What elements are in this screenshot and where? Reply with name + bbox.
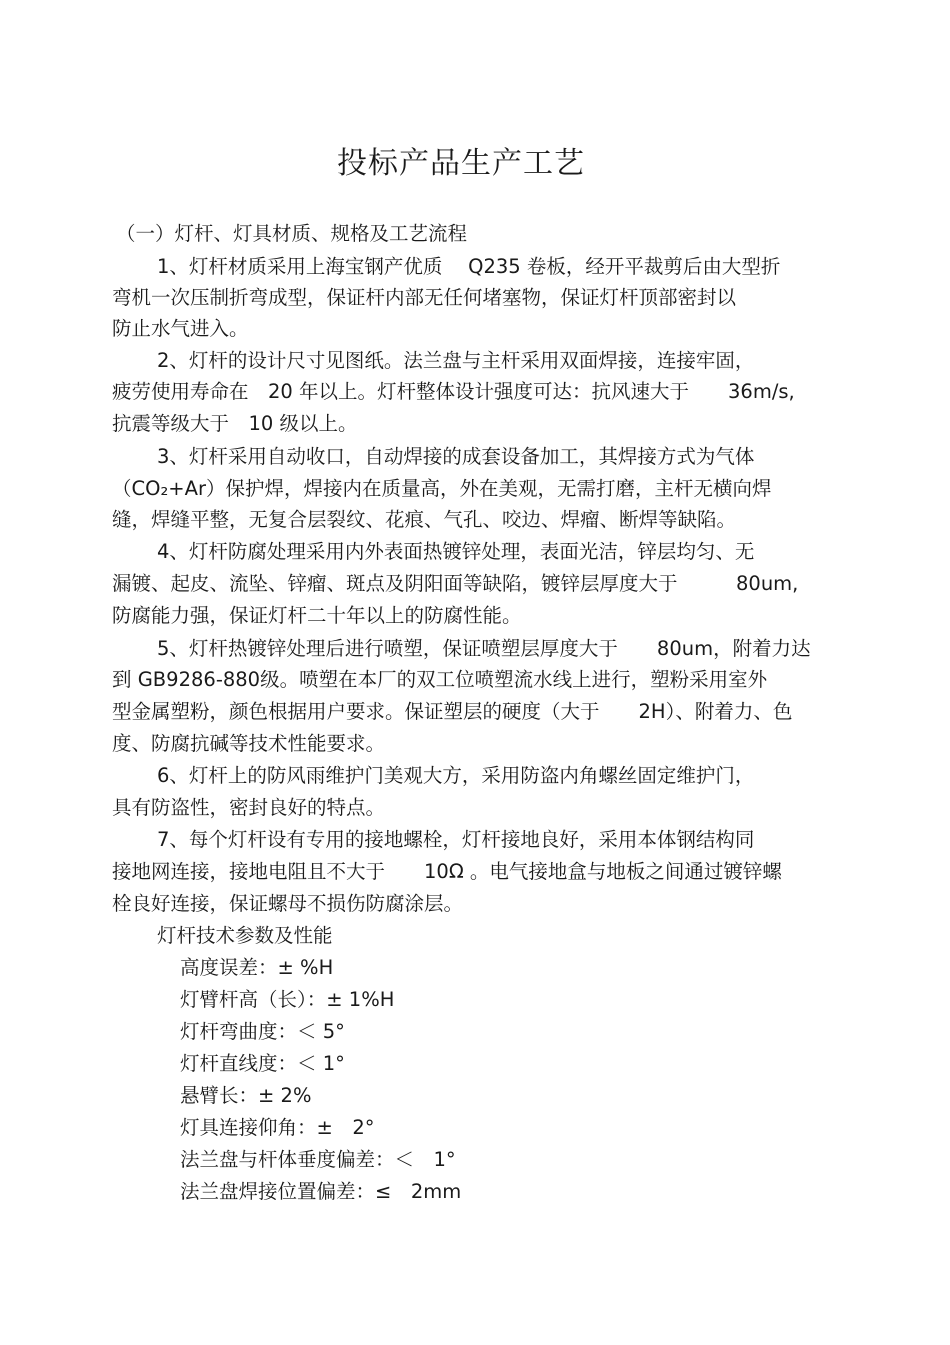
paragraph-line: 7、每个灯杆设有专用的接地螺栓，灯杆接地良好，采用本体钢结构同	[157, 828, 755, 851]
paragraph-line: 型金属塑粉，颜色根据用户要求。保证塑层的硬度（大于 2H）、附着力、色	[112, 700, 793, 723]
paragraph-line: 3、灯杆采用自动收口，自动焊接的成套设备加工，其焊接方式为气体	[157, 445, 755, 468]
paragraph-line: 防止水气进入。	[112, 317, 249, 340]
paragraph-line: 缝，焊缝平整，无复合层裂纹、花痕、气孔、咬边、焊瘤、断焊等缺陷。	[112, 508, 737, 531]
spec-item: 悬臂长：± 2%	[180, 1084, 312, 1107]
spec-item: 法兰盘与杆体垂度偏差：＜ 1°	[180, 1148, 456, 1171]
paragraph-line: 防腐能力强，保证灯杆二十年以上的防腐性能。	[112, 604, 522, 627]
paragraph-line: 疲劳使用寿命在 20 年以上。灯杆整体设计强度可达：抗风速大于 36m/s,	[112, 380, 795, 403]
document-title: 投标产品生产工艺	[337, 146, 585, 181]
subsection-heading: 灯杆技术参数及性能	[157, 924, 333, 947]
spec-item: 高度误差：± %H	[180, 956, 334, 979]
paragraph-line: 抗震等级大于 10 级以上。	[112, 412, 358, 435]
paragraph-line: （CO₂+Ar）保护焊，焊接内在质量高，外在美观，无需打磨，主杆无横向焊	[112, 477, 772, 500]
paragraph-line: 漏镀、起皮、流坠、锌瘤、斑点及阴阳面等缺陷，镀锌层厚度大于 80um,	[112, 572, 799, 595]
paragraph-line: 度、防腐抗碱等技术性能要求。	[112, 732, 386, 755]
spec-item: 灯杆直线度：＜ 1°	[180, 1052, 345, 1075]
spec-item: 灯具连接仰角：± 2°	[180, 1116, 375, 1139]
paragraph-line: 5、灯杆热镀锌处理后进行喷塑，保证喷塑层厚度大于 80um，附着力达	[157, 637, 811, 660]
section-heading: （一）灯杆、灯具材质、规格及工艺流程	[116, 222, 468, 245]
paragraph-line: 栓良好连接，保证螺母不损伤防腐涂层。	[112, 892, 464, 915]
spec-item: 法兰盘焊接位置偏差：≤ 2mm	[180, 1180, 462, 1203]
spec-item: 灯臂杆高（长）：± 1%H	[180, 988, 395, 1011]
paragraph-line: 6、灯杆上的防风雨维护门美观大方，采用防盗内角螺丝固定维护门，	[157, 764, 755, 787]
paragraph-line: 4、灯杆防腐处理采用内外表面热镀锌处理，表面光洁，锌层均匀、无	[157, 540, 755, 563]
paragraph-line: 2、灯杆的设计尺寸见图纸。法兰盘与主杆采用双面焊接，连接牢固，	[157, 349, 755, 372]
paragraph-line: 接地网连接，接地电阻且不大于 10Ω 。电气接地盒与地板之间通过镀锌螺	[112, 860, 782, 883]
paragraph-line: 弯机一次压制折弯成型，保证杆内部无任何堵塞物，保证灯杆顶部密封以	[112, 286, 737, 309]
spec-item: 灯杆弯曲度：＜ 5°	[180, 1020, 345, 1043]
paragraph-line: 具有防盗性，密封良好的特点。	[112, 796, 386, 819]
paragraph-line: 到 GB9286-880级。喷塑在本厂的双工位喷塑流水线上进行，塑粉采用室外	[112, 668, 768, 691]
paragraph-line: 1、灯杆材质采用上海宝钢产优质 Q235 卷板，经开平裁剪后由大型折	[157, 255, 781, 278]
